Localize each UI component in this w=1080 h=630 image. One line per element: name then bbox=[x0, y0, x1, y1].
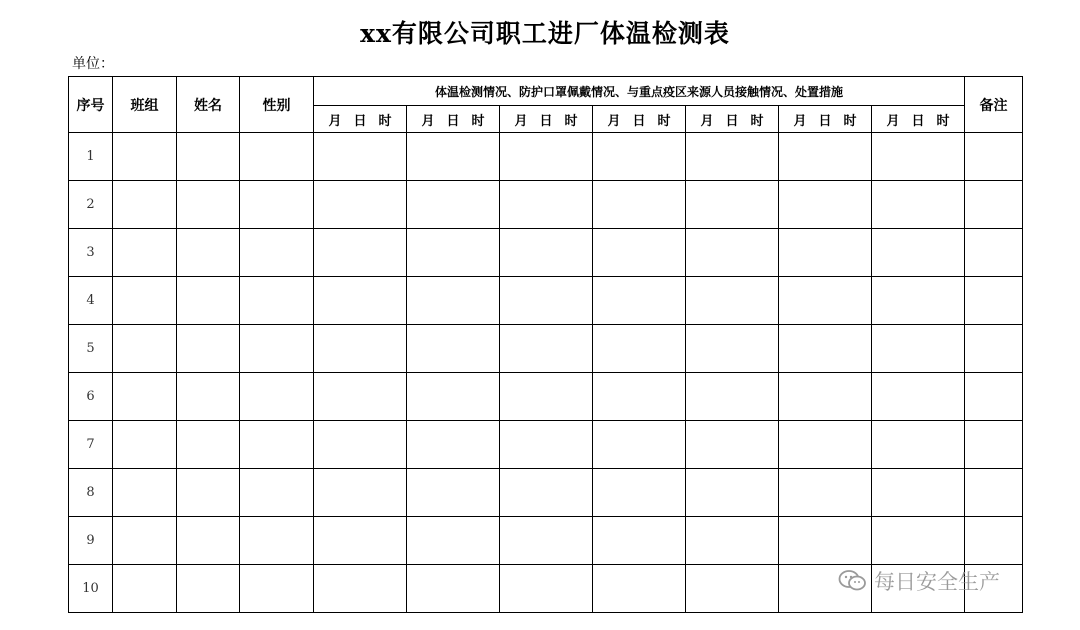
table-cell[interactable] bbox=[177, 277, 240, 325]
table-cell[interactable] bbox=[500, 373, 593, 421]
table-cell[interactable] bbox=[872, 325, 965, 373]
date-cell bbox=[407, 106, 500, 133]
table-cell[interactable] bbox=[872, 517, 965, 565]
table-cell[interactable] bbox=[407, 565, 500, 613]
row-number: 3 bbox=[69, 229, 113, 277]
table-cell[interactable] bbox=[593, 277, 686, 325]
table-cell[interactable] bbox=[177, 565, 240, 613]
wechat-icon bbox=[838, 569, 868, 593]
table-cell[interactable] bbox=[872, 421, 965, 469]
table-cell[interactable] bbox=[407, 469, 500, 517]
table-cell[interactable] bbox=[314, 373, 407, 421]
table-cell[interactable] bbox=[177, 469, 240, 517]
table-cell[interactable] bbox=[965, 277, 1023, 325]
table-row bbox=[69, 421, 1023, 469]
header-team: 班组 bbox=[113, 77, 177, 133]
unit-label: 单位： bbox=[72, 56, 114, 72]
table-cell[interactable] bbox=[686, 517, 779, 565]
table-cell[interactable] bbox=[407, 325, 500, 373]
date-hour-label: 时 bbox=[564, 113, 578, 129]
date-month-label: 月 bbox=[421, 113, 435, 129]
date-month-label: 月 bbox=[886, 113, 900, 129]
date-cell bbox=[314, 106, 407, 133]
table-cell[interactable] bbox=[314, 469, 407, 517]
table-cell[interactable] bbox=[500, 229, 593, 277]
table-cell[interactable] bbox=[240, 277, 314, 325]
table-cell[interactable] bbox=[965, 229, 1023, 277]
table-cell[interactable] bbox=[177, 133, 240, 181]
row-number: 1 bbox=[69, 133, 113, 181]
date-day-label: 日 bbox=[632, 113, 646, 129]
table-cell[interactable] bbox=[779, 133, 872, 181]
table-cell[interactable] bbox=[407, 181, 500, 229]
table-cell[interactable] bbox=[240, 517, 314, 565]
table-cell[interactable] bbox=[113, 517, 177, 565]
row-number: 10 bbox=[69, 565, 113, 613]
table-cell[interactable] bbox=[779, 517, 872, 565]
table-cell[interactable] bbox=[314, 277, 407, 325]
date-hour-label: 时 bbox=[657, 113, 671, 129]
row-number: 6 bbox=[69, 373, 113, 421]
row-number: 5 bbox=[69, 325, 113, 373]
row-number: 4 bbox=[69, 277, 113, 325]
table-cell[interactable] bbox=[240, 565, 314, 613]
table-cell[interactable] bbox=[240, 229, 314, 277]
table-cell[interactable] bbox=[779, 421, 872, 469]
header-situation: 体温检测情况、防护口罩佩戴情况、与重点疫区来源人员接触情况、处置措施 bbox=[314, 77, 965, 106]
table-cell[interactable] bbox=[177, 373, 240, 421]
table-cell[interactable] bbox=[872, 373, 965, 421]
row-number: 7 bbox=[69, 421, 113, 469]
table-cell[interactable] bbox=[177, 229, 240, 277]
table-cell[interactable] bbox=[240, 373, 314, 421]
table-cell[interactable] bbox=[314, 181, 407, 229]
table-cell[interactable] bbox=[500, 469, 593, 517]
table-cell[interactable] bbox=[113, 421, 177, 469]
table-cell[interactable] bbox=[407, 133, 500, 181]
table-cell[interactable] bbox=[113, 565, 177, 613]
table-row bbox=[69, 133, 1023, 181]
date-day-label: 日 bbox=[911, 113, 925, 129]
row-number: 2 bbox=[69, 181, 113, 229]
table-row bbox=[69, 325, 1023, 373]
table-cell[interactable] bbox=[965, 133, 1023, 181]
table-cell[interactable] bbox=[779, 373, 872, 421]
header-seq: 序号 bbox=[69, 77, 113, 133]
table-cell[interactable] bbox=[965, 181, 1023, 229]
table-cell[interactable] bbox=[500, 277, 593, 325]
table-cell[interactable] bbox=[593, 469, 686, 517]
table-cell[interactable] bbox=[177, 325, 240, 373]
table-cell[interactable] bbox=[686, 277, 779, 325]
table-cell[interactable] bbox=[240, 469, 314, 517]
date-cell bbox=[500, 106, 593, 133]
table-cell[interactable] bbox=[177, 181, 240, 229]
table-cell[interactable] bbox=[593, 133, 686, 181]
table-cell[interactable] bbox=[407, 277, 500, 325]
row-number: 8 bbox=[69, 469, 113, 517]
table-cell[interactable] bbox=[686, 133, 779, 181]
table-row bbox=[69, 181, 1023, 229]
table-cell[interactable] bbox=[593, 325, 686, 373]
table-cell[interactable] bbox=[113, 181, 177, 229]
date-cell bbox=[872, 106, 965, 133]
table-cell[interactable] bbox=[779, 325, 872, 373]
table-cell[interactable] bbox=[314, 565, 407, 613]
date-cell bbox=[686, 106, 779, 133]
table-cell[interactable] bbox=[500, 565, 593, 613]
table-cell[interactable] bbox=[686, 229, 779, 277]
date-day-label: 日 bbox=[539, 113, 553, 129]
table-cell[interactable] bbox=[965, 517, 1023, 565]
table-cell[interactable] bbox=[240, 421, 314, 469]
table-cell[interactable] bbox=[500, 421, 593, 469]
date-day-label: 日 bbox=[725, 113, 739, 129]
table-cell[interactable] bbox=[593, 181, 686, 229]
table-cell[interactable] bbox=[177, 421, 240, 469]
table-cell[interactable] bbox=[779, 229, 872, 277]
date-month-label: 月 bbox=[514, 113, 528, 129]
table-cell[interactable] bbox=[593, 421, 686, 469]
table-cell[interactable] bbox=[593, 517, 686, 565]
header-gender: 性别 bbox=[240, 77, 314, 133]
header-name: 姓名 bbox=[177, 77, 240, 133]
table-cell[interactable] bbox=[314, 133, 407, 181]
date-cell bbox=[779, 106, 872, 133]
table-cell[interactable] bbox=[314, 421, 407, 469]
date-day-label: 日 bbox=[446, 113, 460, 129]
table-cell[interactable] bbox=[113, 373, 177, 421]
table-cell[interactable] bbox=[113, 133, 177, 181]
table-cell[interactable] bbox=[779, 181, 872, 229]
table-cell[interactable] bbox=[113, 325, 177, 373]
table-row bbox=[69, 229, 1023, 277]
date-month-label: 月 bbox=[328, 113, 342, 129]
date-hour-label: 时 bbox=[750, 113, 764, 129]
table-cell[interactable] bbox=[500, 325, 593, 373]
watermark-text: 每日安全生产 bbox=[874, 570, 1000, 594]
table-cell[interactable] bbox=[872, 277, 965, 325]
table-cell[interactable] bbox=[407, 421, 500, 469]
table-row bbox=[69, 517, 1023, 565]
table-cell[interactable] bbox=[500, 133, 593, 181]
date-month-label: 月 bbox=[793, 113, 807, 129]
header-remarks: 备注 bbox=[965, 77, 1023, 133]
table-cell[interactable] bbox=[686, 373, 779, 421]
table-cell[interactable] bbox=[240, 325, 314, 373]
page-title: xx有限公司职工进厂体温检测表 bbox=[360, 19, 730, 48]
table-cell[interactable] bbox=[686, 565, 779, 613]
table-cell[interactable] bbox=[314, 517, 407, 565]
table-row bbox=[69, 469, 1023, 517]
table-cell[interactable] bbox=[113, 229, 177, 277]
table-cell[interactable] bbox=[686, 325, 779, 373]
table-cell[interactable] bbox=[965, 469, 1023, 517]
table-cell[interactable] bbox=[177, 517, 240, 565]
table-cell[interactable] bbox=[593, 373, 686, 421]
table-cell[interactable] bbox=[407, 229, 500, 277]
date-day-label: 日 bbox=[353, 113, 367, 129]
table-cell[interactable] bbox=[314, 229, 407, 277]
date-month-label: 月 bbox=[607, 113, 621, 129]
table-cell[interactable] bbox=[686, 421, 779, 469]
date-hour-label: 时 bbox=[378, 113, 392, 129]
table-cell[interactable] bbox=[593, 229, 686, 277]
table-cell[interactable] bbox=[113, 277, 177, 325]
date-month-label: 月 bbox=[700, 113, 714, 129]
table-cell[interactable] bbox=[686, 181, 779, 229]
table-row bbox=[69, 373, 1023, 421]
date-hour-label: 时 bbox=[843, 113, 857, 129]
table-cell[interactable] bbox=[872, 133, 965, 181]
table-cell[interactable] bbox=[686, 469, 779, 517]
table-cell[interactable] bbox=[113, 469, 177, 517]
table-cell[interactable] bbox=[779, 469, 872, 517]
date-hour-label: 时 bbox=[471, 113, 485, 129]
table-cell[interactable] bbox=[872, 229, 965, 277]
table-cell[interactable] bbox=[240, 181, 314, 229]
table-cell[interactable] bbox=[965, 325, 1023, 373]
table-cell[interactable] bbox=[407, 517, 500, 565]
table-cell[interactable] bbox=[407, 373, 500, 421]
table-cell[interactable] bbox=[593, 565, 686, 613]
table-cell[interactable] bbox=[314, 325, 407, 373]
table-cell[interactable] bbox=[779, 277, 872, 325]
watermark bbox=[838, 566, 1000, 596]
table-cell[interactable] bbox=[500, 517, 593, 565]
table-row bbox=[69, 277, 1023, 325]
date-cell bbox=[593, 106, 686, 133]
table-cell[interactable] bbox=[965, 421, 1023, 469]
table-cell[interactable] bbox=[965, 373, 1023, 421]
date-day-label: 日 bbox=[818, 113, 832, 129]
table-cell[interactable] bbox=[872, 181, 965, 229]
table-cell[interactable] bbox=[872, 469, 965, 517]
row-number: 9 bbox=[69, 517, 113, 565]
table-cell[interactable] bbox=[240, 133, 314, 181]
table-cell[interactable] bbox=[500, 181, 593, 229]
temperature-table bbox=[68, 76, 1023, 613]
date-hour-label: 时 bbox=[936, 113, 950, 129]
